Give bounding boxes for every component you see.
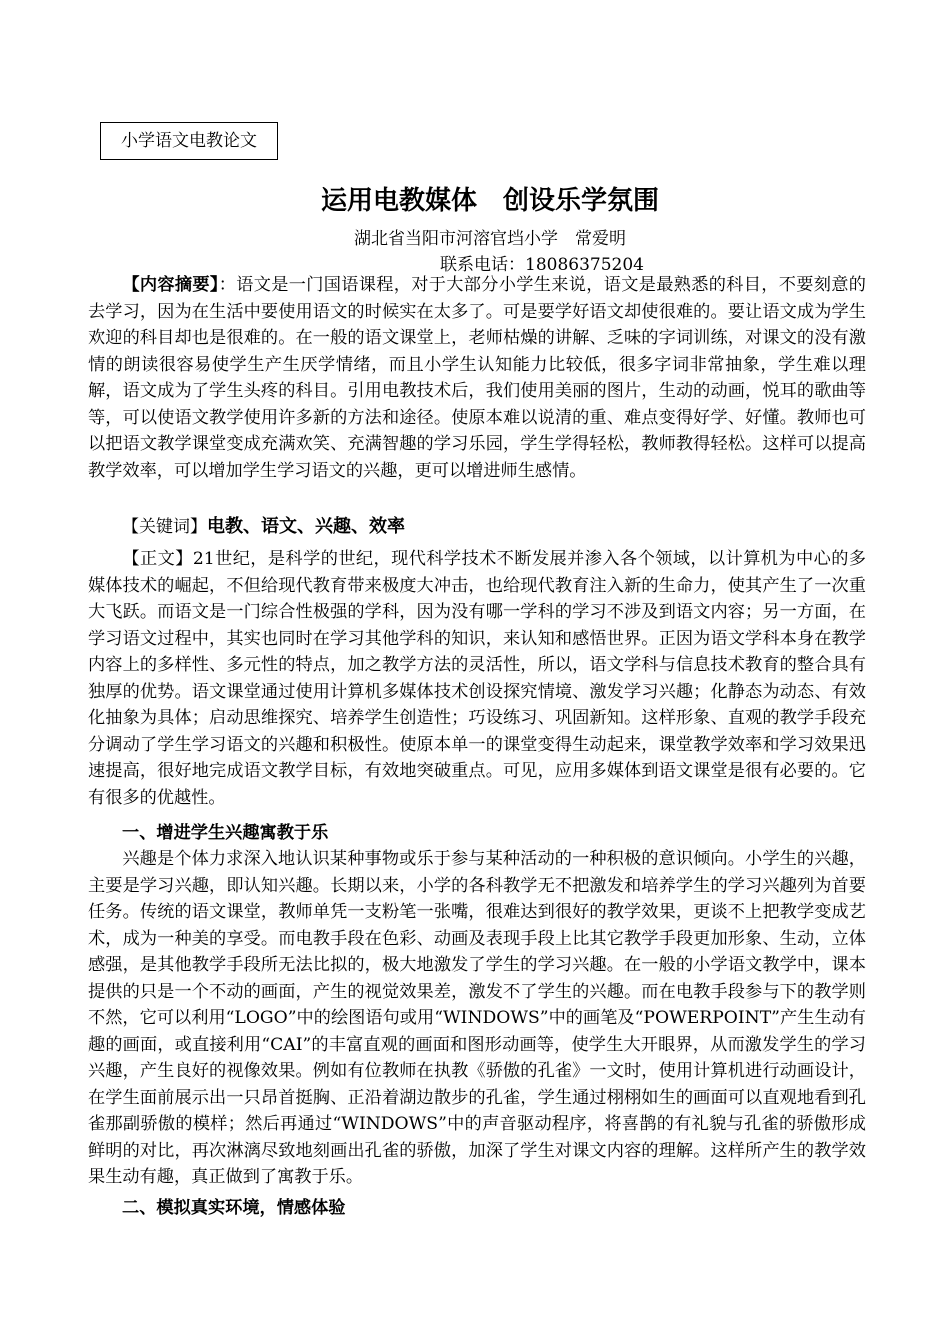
main-text-label: 【正文】 — [122, 549, 193, 569]
abstract-label: 【内容摘要】 — [122, 275, 219, 295]
abstract-text: ：语文是一门国语课程，对于大部分小学生来说，语文是最熟悉的科目，不要刻意的去学习，因为在生活中要使用语文的时候实在太多了。可是要学好语文却使很难的。要让语文成为学生欢迎的科目却也是很难的。在一般的语文课堂上，老师枯燥的讲解、乏味的字词训练，对课文的没有激情的朗读很容易使学生产生厌学情绪，而且小学生认知能力比较低，很多字词非常抽象，学生难以理解，语文成为了学生头疼的科目。引用电教技术后，我们使用美丽的图片，生动的动画，悦耳的歌曲等等，可以使语文教学使用许多新的方法和途径。使原本难以说清的重、难点变得好学、好懂。教师也可以把语文教学课堂变成充满欢笑、充满智趣的学习乐园，学生学得轻松，教师教得轻松。这样可以提高教学效率，可以增加学生学习语文的兴趣，更可以增进师生感情。 — [88, 275, 866, 481]
abstract-paragraph — [88, 272, 866, 484]
section-heading-1: 一、增进学生兴趣寓教于乐 — [122, 823, 329, 843]
contact-phone: 联系电话：18086375204 — [440, 255, 644, 275]
category-tag-box — [100, 122, 278, 160]
main-text-paragraph — [88, 546, 866, 811]
keywords-line — [122, 512, 405, 542]
section-1-paragraph: 兴趣是个体力求深入地认识某种事物或乐于参与某种活动的一种积极的意识倾向。小学生的兴趣，主要是学习兴趣，即认知兴趣。长期以来，小学的各科教学无不把激发和培养学生的学习兴趣列为首要任务。传统的语文课堂，教师单凭一支粉笔一张嘴，很难达到很好的教学效果，更谈不上把教学变成艺术，成为一种美的享受。而电教手段在色彩、动画及表现手段上比其它教学手段更加形象、生动，立体感强，是其他教学手段所无法比拟的，极大地激发了学生的学习兴趣。在一般的小学语文教学中，课本提供的只是一个不动的画面，产生的视觉效果差，激发不了学生的兴趣。而在电教手段参与下的教学则不然，它可以利用“LOGO”中的绘图语句或用“WINDOWS”中的画笔及“POWERPOINT”产生生动有趣的画面，或直接利用“CAI”的丰富直观的画面和图形动画等，使学生大开眼界，从而激发学生的学习兴趣，产生良好的视像效果。例如有位教师在执教《骄傲的孔雀》一文时，使用计算机进行动画设计，在学生面前展示出一只昂首挺胸、正沿着湖边散步的孔雀，学生通过栩栩如生的画面可以直观地看到孔雀那副骄傲的模样；然后再通过“WINDOWS”中的声音驱动程序，将喜鹊的有礼貌与孔雀的骄傲形成鲜明的对比，再次淋漓尽致地刻画出孔雀的骄傲，加深了学生对课文内容的理解。这样所产生的教学效果生动有趣，真正做到了寓教于乐。 — [88, 849, 866, 1187]
main-text-body: 21世纪，是科学的世纪，现代科学技术不断发展并渗入各个领域，以计算机为中心的多媒体技术的崛起，不但给现代教育带来极度大冲击，也给现代教育注入新的生命力，使其产生了一次重大飞跃。而语文是一门综合性极强的学科，因为没有哪一学科的学习不涉及到语文内容；另一方面，在学习语文过程中，其实也同时在学习其他学科的知识，来认知和感悟世界。正因为语文学科本身在教学内容上的多样性、多元性的特点，加之教学方法的灵活性，所以，语文学科与信息技术教育的整合具有独厚的优势。语文课堂通过使用计算机多媒体技术创设探究情境、激发学习兴趣；化静态为动态、有效化抽象为具体；启动思维探究、培养学生创造性；巧设练习、巩固新知。这样形象、直观的教学手段充分调动了学生学习语文的兴趣和积极性。使原本单一的课堂变得生动起来，课堂教学效率和学习效果迅速提高，很好地完成语文教学目标，有效地突破重点。可见，应用多媒体到语文课堂是很有必要的。它有很多的优越性。 — [88, 549, 866, 808]
section-heading-2: 二、模拟真实环境，情感体验 — [122, 1198, 346, 1218]
author-line: 湖北省当阳市河溶官垱小学 常爱明 — [354, 229, 626, 249]
keywords-label: 【关键词】 — [122, 517, 207, 537]
document-title: 运用电教媒体 创设乐学氛围 — [320, 186, 659, 216]
keywords-value: 电教、语文、兴趣、效率 — [207, 516, 405, 537]
category-tag-text: 小学语文电教论文 — [121, 131, 257, 151]
